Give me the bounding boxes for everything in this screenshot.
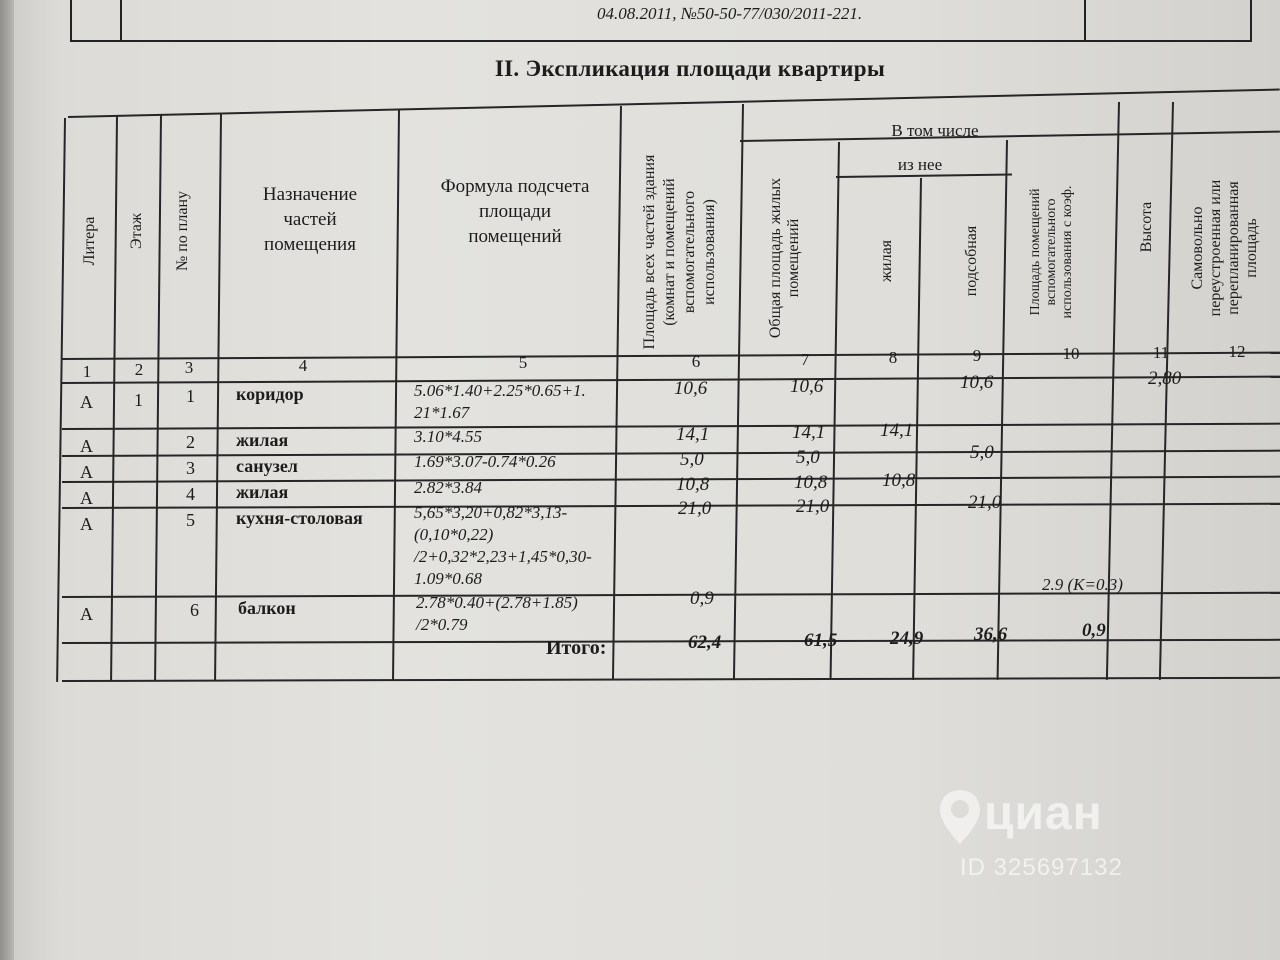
header-naznachenie: Назначение частей помещения bbox=[262, 184, 358, 255]
table-row-5-formula-line-3: /2+0,32*2,23+1,45*0,30- bbox=[414, 547, 592, 566]
header-vysota: Высота bbox=[1138, 201, 1155, 253]
registration-text: 04.08.2011, №50-50-77/030/2011-221. bbox=[597, 4, 863, 23]
header-samovolno: Самовольно переустроенная или перепланированная площадь bbox=[1189, 179, 1260, 317]
table-row-5-no: 5 bbox=[186, 510, 195, 530]
table-row-5-formula-line-4: 1.09*0.68 bbox=[414, 569, 482, 588]
totals-podsobnaya: 36,6 bbox=[974, 624, 1008, 645]
table-row-4-formula-line-1: 2.82*3.84 bbox=[414, 478, 482, 497]
table-row-1-litera: А bbox=[80, 392, 93, 412]
header-litera: Литера bbox=[81, 216, 98, 266]
table-row-5-obshchaya: 21,0 bbox=[796, 496, 830, 517]
table-row-3-total: 5,0 bbox=[680, 449, 704, 470]
header-no-po-planu: № по плану bbox=[174, 190, 191, 272]
column-number: 11 bbox=[1152, 343, 1170, 362]
table-row-3-podsobnaya: 5,0 bbox=[970, 442, 994, 463]
totals-vspom: 0,9 bbox=[1082, 620, 1106, 641]
table-row-4-obshchaya: 10,8 bbox=[794, 472, 828, 493]
section-title: II. Экспликация площади квартиры bbox=[494, 56, 886, 81]
table-row-2-formula-line-1: 3.10*4.55 bbox=[414, 427, 482, 446]
column-number: 3 bbox=[184, 358, 194, 377]
table-row-1-formula-line-2: 21*1.67 bbox=[414, 403, 470, 422]
header-iz-nee: из нее bbox=[897, 155, 943, 174]
table-row-4-name: жилая bbox=[236, 482, 289, 502]
header-podsobnaya: подсобная bbox=[963, 225, 980, 297]
table-row-4-no: 4 bbox=[186, 484, 195, 504]
totals-total: 62,4 bbox=[688, 632, 722, 653]
table-row-1-total: 10,6 bbox=[674, 378, 708, 399]
totals-obshchaya: 61,5 bbox=[804, 630, 838, 651]
column-number: 8 bbox=[888, 348, 898, 367]
table-row-5-formula-line-1: 5,65*3,20+0,82*3,13- bbox=[414, 503, 568, 522]
watermark-brand: циан bbox=[984, 787, 1103, 840]
header-ploshchad-vsekh: Площадь всех частей здания (комнат и помещений вспомогательного использования) bbox=[641, 154, 718, 350]
table-row-1-etazh: 1 bbox=[134, 390, 143, 410]
column-number: 12 bbox=[1228, 342, 1246, 361]
table-row-3-no: 3 bbox=[186, 458, 195, 478]
table-row-3-formula-line-1: 1.69*3.07-0.74*0.26 bbox=[414, 452, 556, 471]
table-row-6-formula-line-2: /2*0.79 bbox=[416, 615, 468, 634]
cian-watermark bbox=[932, 780, 1162, 890]
table-row-1-formula-line-1: 5.06*1.40+2.25*0.65+1. bbox=[414, 381, 586, 400]
table-row-1-obshchaya: 10,6 bbox=[790, 376, 824, 397]
table-row-4-total: 10,8 bbox=[676, 474, 710, 495]
table-row-6-formula-line-1: 2.78*0.40+(2.78+1.85) bbox=[416, 593, 578, 612]
header-v-tom-chisle: В том числе bbox=[891, 121, 979, 140]
column-number: 5 bbox=[518, 353, 528, 372]
table-row-5-podsobnaya: 21,0 bbox=[968, 492, 1002, 513]
table-row-2-zhilaya: 14,1 bbox=[880, 420, 914, 441]
table-row-5-formula-line-2: (0,10*0,22) bbox=[414, 525, 494, 544]
header-zhilaya: жилая bbox=[878, 239, 895, 283]
table-row-1-podsobnaya: 10,6 bbox=[960, 372, 994, 393]
column-number: 7 bbox=[800, 350, 810, 369]
table-row-6-no: 6 bbox=[190, 600, 199, 620]
table-row-6-name: балкон bbox=[238, 598, 296, 618]
table-row-1-name: коридор bbox=[236, 384, 304, 404]
table-row-2-no: 2 bbox=[186, 432, 195, 452]
header-vspomogatelnaya: Площадь помещений вспомогательного использования с коэф. bbox=[1028, 185, 1075, 319]
header-obshchaya: Общая площадь жилых помещений bbox=[767, 177, 802, 339]
table-row-2-name: жилая bbox=[236, 430, 289, 450]
table-row-5-name: кухня-столовая bbox=[236, 508, 363, 528]
table-row-1-vysota: 2,80 bbox=[1148, 368, 1182, 389]
table-row-3-name: санузел bbox=[236, 456, 298, 476]
location-pin-icon bbox=[938, 788, 982, 848]
table-row-5-total: 21,0 bbox=[678, 498, 712, 519]
table-row-4-zhilaya: 10,8 bbox=[882, 470, 916, 491]
column-number: 1 bbox=[82, 362, 92, 381]
totals-label: Итого: bbox=[546, 637, 607, 659]
table-row-3-obshchaya: 5,0 bbox=[796, 447, 820, 468]
table-row-1-no: 1 bbox=[186, 386, 195, 406]
column-number: 10 bbox=[1062, 344, 1080, 363]
table-row-2-litera: А bbox=[80, 436, 93, 456]
table-row-5-litera: А bbox=[80, 514, 93, 534]
table-row-6-total: 0,9 bbox=[690, 588, 714, 609]
column-number: 4 bbox=[298, 356, 308, 375]
column-number: 6 bbox=[691, 352, 701, 371]
totals-zhilaya: 24,9 bbox=[890, 628, 924, 649]
header-formula: Формула подсчета площади помещений bbox=[440, 176, 590, 247]
column-number: 9 bbox=[972, 346, 982, 365]
table-row-2-obshchaya: 14,1 bbox=[792, 422, 826, 443]
watermark-id: ID 325697132 bbox=[960, 854, 1123, 881]
table-row-3-litera: А bbox=[80, 462, 93, 482]
table-row-2-total: 14,1 bbox=[676, 424, 710, 445]
column-number: 2 bbox=[134, 360, 144, 379]
table-row-4-litera: А bbox=[80, 488, 93, 508]
header-etazh: Этаж bbox=[128, 213, 145, 249]
table-row-6-litera: А bbox=[80, 604, 93, 624]
table-row-5-vspom: 2.9 (K=0.3) bbox=[1042, 575, 1123, 594]
